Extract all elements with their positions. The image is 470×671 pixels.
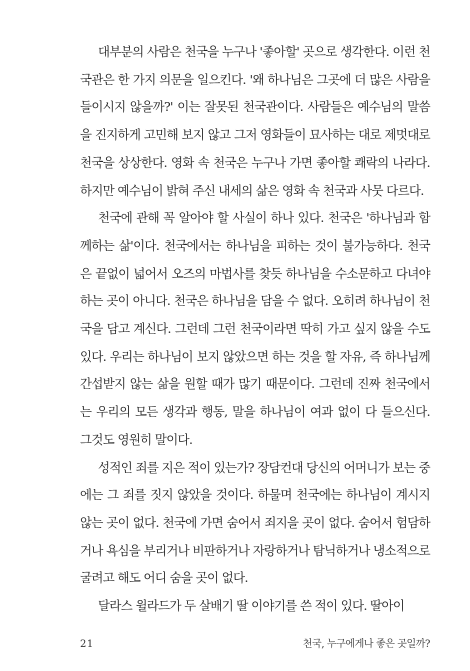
page-number: 21 bbox=[80, 639, 94, 650]
paragraph: 성적인 죄를 지은 적이 있는가? 장담컨대 당신의 어머니가 보는 중에는 그 죄를 짓지 않았을 것이다. 하물며 천국에는 하나님이 계시지 않는 곳이 없다. 천국에 가면 숨어서 죄지을 곳이 없다. 숨어서 험담하거나 욕심을 부리거나 비판하거나 자랑하거나 탐닉하거나 냉소적으로 굴려고 해도 어디 숨을 곳이 없다. bbox=[80, 459, 430, 586]
body-text bbox=[80, 38, 430, 620]
paragraph: 달라스 윌라드가 두 살배기 딸 이야기를 쓴 적이 있다. 딸아이 bbox=[98, 598, 405, 614]
paragraph: 천국에 관해 꼭 알아야 할 사실이 하나 있다. 천국은 '하나님과 함께하는 삶'이다. 천국에서는 하나님을 피하는 것이 불가능하다. 천국은 끝없이 넓어서 오즈의 마법사를 찾듯 하나님을 수소문하고 다녀야 하는 곳이 아니다. 천국은 하나님을 담을 수 없다. 오히려 하나님이 천국을 담고 계신다. 그런데 그런 천국이라면 딱히 가고 싶지 않을 수도 있다. 우리는 하나님이 보지 않았으면 하는 것을 할 자유, 즉 하나님께 간섭받지 않는 삶을 원할 때가 많기 때문이다. 그런데 진짜 천국에서는 우리의 모든 생각과 행동, 말을 하나님이 여과 없이 다 들으신다. 그것도 영원히 말이다. bbox=[80, 210, 430, 447]
paragraph: 대부분의 사람은 천국을 누구나 '좋아할' 곳으로 생각한다. 이런 천국관은 한 가지 의문을 일으킨다. '왜 하나님은 그곳에 더 많은 사람을 들이시지 않을까?' 이는 잘못된 천국관이다. 사람들은 예수님의 말씀을 진지하게 고민해 보지 않고 그저 영화들이 묘사하는 대로 제멋대로 천국을 상상한다. 영화 속 천국은 누구나 가면 좋아할 쾌락의 나라다. 하지만 예수님이 밝혀 주신 내세의 삶은 영화 속 천국과 사뭇 다르다. bbox=[80, 44, 430, 198]
page-footer bbox=[80, 637, 430, 653]
running-title: 천국, 누구에게나 좋은 곳일까? bbox=[302, 639, 430, 650]
